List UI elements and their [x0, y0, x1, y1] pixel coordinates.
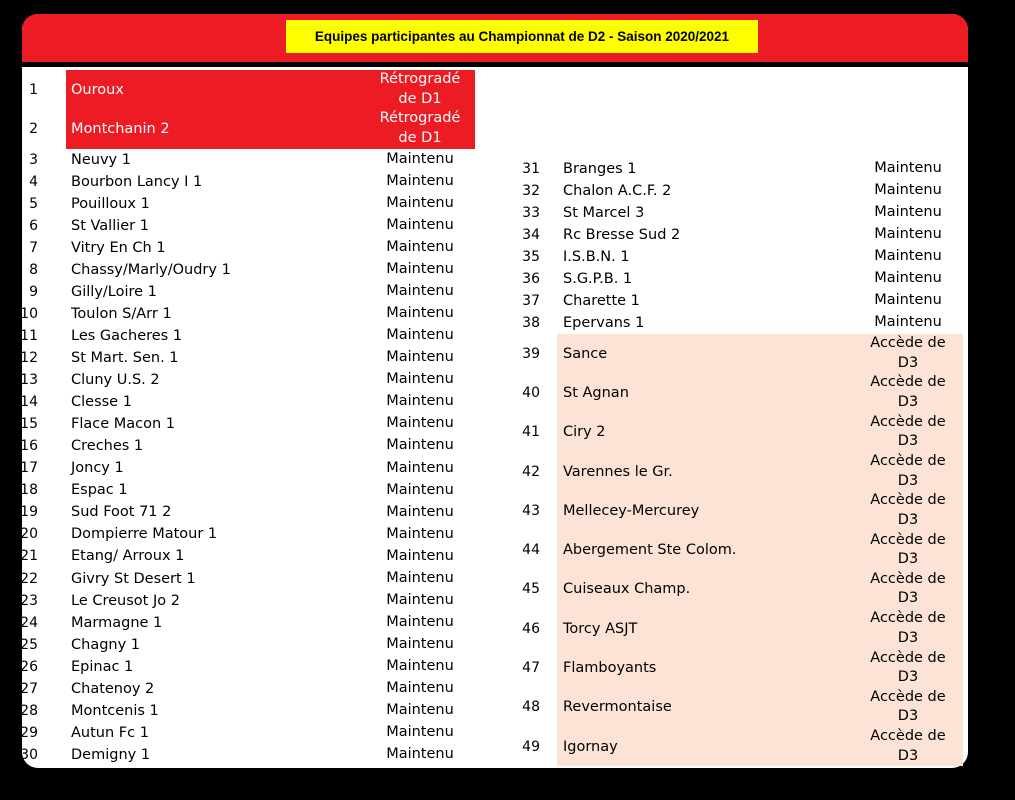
team-name: Rc Bresse Sud 2: [563, 227, 681, 243]
team-name: Igornay: [557, 727, 853, 766]
table-row: [520, 570, 963, 609]
table-row: [22, 612, 475, 634]
table-row: [22, 303, 475, 325]
table-row: [22, 479, 475, 501]
team-name: Flamboyants: [557, 648, 853, 687]
team-name: Chagny 1: [71, 636, 141, 653]
team-name: S.G.P.B. 1: [563, 271, 633, 287]
team-status: Maintenu: [386, 591, 454, 608]
row-number: 48: [522, 699, 540, 716]
team-status: Maintenu: [386, 437, 454, 454]
team-status: Maintenu: [386, 503, 454, 520]
team-name: Autun Fc 1: [71, 724, 149, 741]
team-status: Accède de D3: [853, 373, 963, 412]
team-status: Maintenu: [874, 226, 942, 243]
team-name: Cuiseaux Champ.: [557, 570, 853, 609]
team-status: Maintenu: [386, 239, 454, 256]
team-status: Accède de D3: [853, 609, 963, 648]
table-row: [22, 457, 475, 479]
team-name: Pouilloux 1: [71, 195, 150, 212]
row-number: 24: [20, 614, 38, 631]
table-row: [22, 109, 475, 148]
row-number: 18: [20, 482, 38, 499]
team-status: Maintenu: [874, 248, 942, 265]
table-row: [520, 688, 963, 727]
table-row: [22, 413, 475, 435]
row-number: 45: [522, 581, 540, 598]
table-row: [22, 523, 475, 545]
team-status: Maintenu: [386, 679, 454, 696]
row-number: 42: [522, 463, 540, 480]
team-name: Le Creusot Jo 2: [71, 592, 180, 609]
team-status: Maintenu: [874, 314, 942, 331]
row-number: 8: [29, 261, 38, 278]
table-row: [520, 224, 963, 246]
row-number: 26: [20, 658, 38, 675]
team-name: Chatenoy 2: [71, 680, 155, 697]
team-status: Maintenu: [386, 283, 454, 300]
table-row: [520, 268, 963, 290]
row-number: 20: [20, 526, 38, 543]
team-status: Maintenu: [386, 569, 454, 586]
table-row: [22, 678, 475, 700]
row-number: 29: [20, 724, 38, 741]
row-number: 21: [20, 548, 38, 565]
row-number: 2: [29, 120, 38, 137]
team-status: Maintenu: [386, 150, 454, 167]
team-name: Varennes le Gr.: [557, 452, 853, 491]
team-name: Abergement Ste Colom.: [557, 530, 853, 569]
row-number: 16: [20, 438, 38, 455]
title-box: [286, 20, 758, 53]
team-status: Rétrogradé de D1: [365, 70, 475, 109]
team-name: Sance: [557, 334, 853, 373]
team-status: Maintenu: [386, 724, 454, 741]
team-status: Maintenu: [386, 657, 454, 674]
team-name: Neuvy 1: [71, 151, 131, 168]
table-row: [22, 369, 475, 391]
team-status: Maintenu: [386, 393, 454, 410]
team-status: Maintenu: [386, 305, 454, 322]
team-status: Maintenu: [386, 547, 454, 564]
team-name: Gilly/Loire 1: [71, 283, 157, 300]
team-name: Marmagne 1: [71, 614, 163, 631]
table-row: [520, 373, 963, 412]
table-row: [520, 452, 963, 491]
row-number: 40: [522, 384, 540, 401]
team-name: Ouroux: [66, 70, 365, 109]
row-number: 35: [522, 249, 540, 265]
team-status: Maintenu: [874, 204, 942, 221]
team-status: Maintenu: [874, 160, 942, 177]
row-number: 30: [20, 746, 38, 763]
row-number: 22: [20, 570, 38, 587]
team-name: Vitry En Ch 1: [71, 239, 166, 256]
team-name: Revermontaise: [557, 688, 853, 727]
team-name: Creches 1: [71, 438, 144, 455]
team-name: Sud Foot 71 2: [71, 504, 172, 521]
team-name: Toulon S/Arr 1: [71, 305, 172, 322]
table-row: [22, 435, 475, 457]
row-number: 12: [20, 350, 38, 367]
team-name: St Vallier 1: [71, 217, 149, 234]
team-name: Dompierre Matour 1: [71, 526, 218, 543]
row-number: 49: [522, 738, 540, 755]
team-name: Epinac 1: [71, 658, 134, 675]
team-status: Accède de D3: [853, 530, 963, 569]
table-row: [22, 391, 475, 413]
table-row: [22, 700, 475, 722]
table-row: [22, 744, 475, 766]
row-number: 3: [29, 151, 38, 168]
row-number: 15: [20, 416, 38, 433]
row-number: 41: [522, 424, 540, 441]
team-status: Maintenu: [874, 292, 942, 309]
team-name: Ciry 2: [557, 413, 853, 452]
table-row: [520, 648, 963, 687]
team-status: Accède de D3: [853, 334, 963, 373]
team-status: Accède de D3: [853, 688, 963, 727]
table-row: [520, 180, 963, 202]
row-number: 39: [522, 345, 540, 362]
team-status: Maintenu: [386, 702, 454, 719]
row-number: 6: [29, 217, 38, 234]
table-row: [520, 202, 963, 224]
team-name: Joncy 1: [71, 460, 124, 477]
team-status: Accède de D3: [853, 413, 963, 452]
table-row: [22, 259, 475, 281]
team-status: Maintenu: [386, 349, 454, 366]
table-row: [520, 290, 963, 312]
table-row: [520, 246, 963, 268]
team-status: Maintenu: [386, 371, 454, 388]
row-number: 23: [20, 592, 38, 609]
row-number: 46: [522, 620, 540, 637]
row-number: 4: [29, 173, 38, 190]
row-number: 44: [522, 542, 540, 559]
table-row: [22, 149, 475, 171]
row-number: 13: [20, 372, 38, 389]
team-name: Branges 1: [563, 161, 637, 177]
team-status: Maintenu: [386, 217, 454, 233]
team-name: Givry St Desert 1: [71, 570, 196, 587]
row-number: 34: [522, 227, 540, 243]
team-status: Maintenu: [386, 194, 454, 211]
team-status: Maintenu: [386, 525, 454, 542]
table-row: [22, 281, 475, 303]
table-row: [22, 656, 475, 678]
row-number: 7: [29, 239, 38, 256]
team-name: Les Gacheres 1: [71, 327, 183, 344]
team-name: Bourbon Lancy I 1: [71, 173, 203, 190]
document-page: [22, 14, 968, 768]
table-row: [520, 413, 963, 452]
table-row: [22, 545, 475, 567]
team-status: Maintenu: [386, 172, 454, 189]
team-status: Maintenu: [386, 746, 454, 763]
table-row: [520, 158, 963, 180]
team-status: Accède de D3: [853, 570, 963, 609]
row-number: 14: [20, 394, 38, 411]
row-number: 38: [522, 315, 540, 331]
row-number: 43: [522, 502, 540, 519]
team-name: Torcy ASJT: [557, 609, 853, 648]
row-number: 31: [522, 161, 540, 177]
table-row: [520, 727, 963, 766]
team-name: Montchanin 2: [66, 109, 365, 148]
row-number: 27: [20, 680, 38, 697]
row-number: 10: [20, 305, 38, 322]
team-status: Maintenu: [386, 261, 454, 278]
team-name: I.S.B.N. 1: [563, 249, 630, 265]
team-status: Maintenu: [874, 270, 942, 287]
team-name: Clesse 1: [71, 394, 132, 411]
team-status: Maintenu: [386, 613, 454, 630]
table-row: [22, 501, 475, 523]
table-row: [520, 530, 963, 569]
team-name: Chalon A.C.F. 2: [563, 183, 672, 199]
team-name: Flace Macon 1: [71, 416, 176, 433]
team-name: Mellecey-Mercurey: [557, 491, 853, 530]
team-name: St Agnan: [557, 373, 853, 412]
team-name: Espac 1: [71, 482, 128, 499]
team-name: Charette 1: [563, 293, 640, 309]
team-name: Etang/ Arroux 1: [71, 548, 185, 565]
team-status: Rétrogradé de D1: [365, 109, 475, 148]
row-number: 32: [522, 183, 540, 199]
table-row: [22, 567, 475, 589]
table-row: [22, 237, 475, 259]
team-status: Accède de D3: [853, 452, 963, 491]
row-number: 36: [522, 271, 540, 287]
table-row: [22, 634, 475, 656]
table-row: [22, 590, 475, 612]
table-row: [520, 609, 963, 648]
row-number: 25: [20, 636, 38, 653]
team-status: Accède de D3: [853, 727, 963, 766]
team-status: Accède de D3: [853, 491, 963, 530]
team-name: Epervans 1: [563, 315, 645, 331]
team-status: Maintenu: [386, 327, 454, 344]
table-row: [22, 171, 475, 193]
table-row: [520, 491, 963, 530]
row-number: 33: [522, 205, 540, 221]
table-row: [22, 193, 475, 215]
table-row: [520, 334, 963, 373]
team-name: St Marcel 3: [563, 205, 645, 221]
teams-table-left: [22, 70, 475, 766]
row-number: 1: [29, 81, 38, 98]
table-row: [22, 70, 475, 109]
teams-table-right: [520, 158, 963, 766]
row-number: 28: [20, 702, 38, 719]
team-name: Cluny U.S. 2: [71, 372, 160, 389]
row-number: 17: [20, 460, 38, 477]
team-status: Maintenu: [386, 481, 454, 498]
row-number: 11: [20, 327, 38, 344]
team-name: Montcenis 1: [71, 702, 159, 719]
table-row: [22, 215, 475, 237]
team-status: Maintenu: [386, 635, 454, 652]
table-row: [22, 722, 475, 744]
team-name: St Mart. Sen. 1: [71, 350, 179, 367]
team-status: Accède de D3: [853, 648, 963, 687]
table-row: [520, 312, 963, 334]
row-number: 5: [29, 195, 38, 212]
header-red-banner: [22, 14, 968, 67]
table-row: [22, 347, 475, 369]
page-title: Equipes participantes au Championnat de D2 - Saison 2020/2021: [314, 29, 730, 44]
row-number: 9: [29, 283, 38, 300]
team-status: Maintenu: [874, 182, 942, 199]
team-status: Maintenu: [386, 459, 454, 476]
row-number: 19: [20, 504, 38, 521]
table-row: [22, 325, 475, 347]
team-status: Maintenu: [386, 415, 454, 432]
row-number: 47: [522, 660, 540, 677]
team-name: Demigny 1: [71, 746, 151, 763]
team-name: Chassy/Marly/Oudry 1: [71, 261, 231, 278]
row-number: 37: [522, 293, 540, 309]
